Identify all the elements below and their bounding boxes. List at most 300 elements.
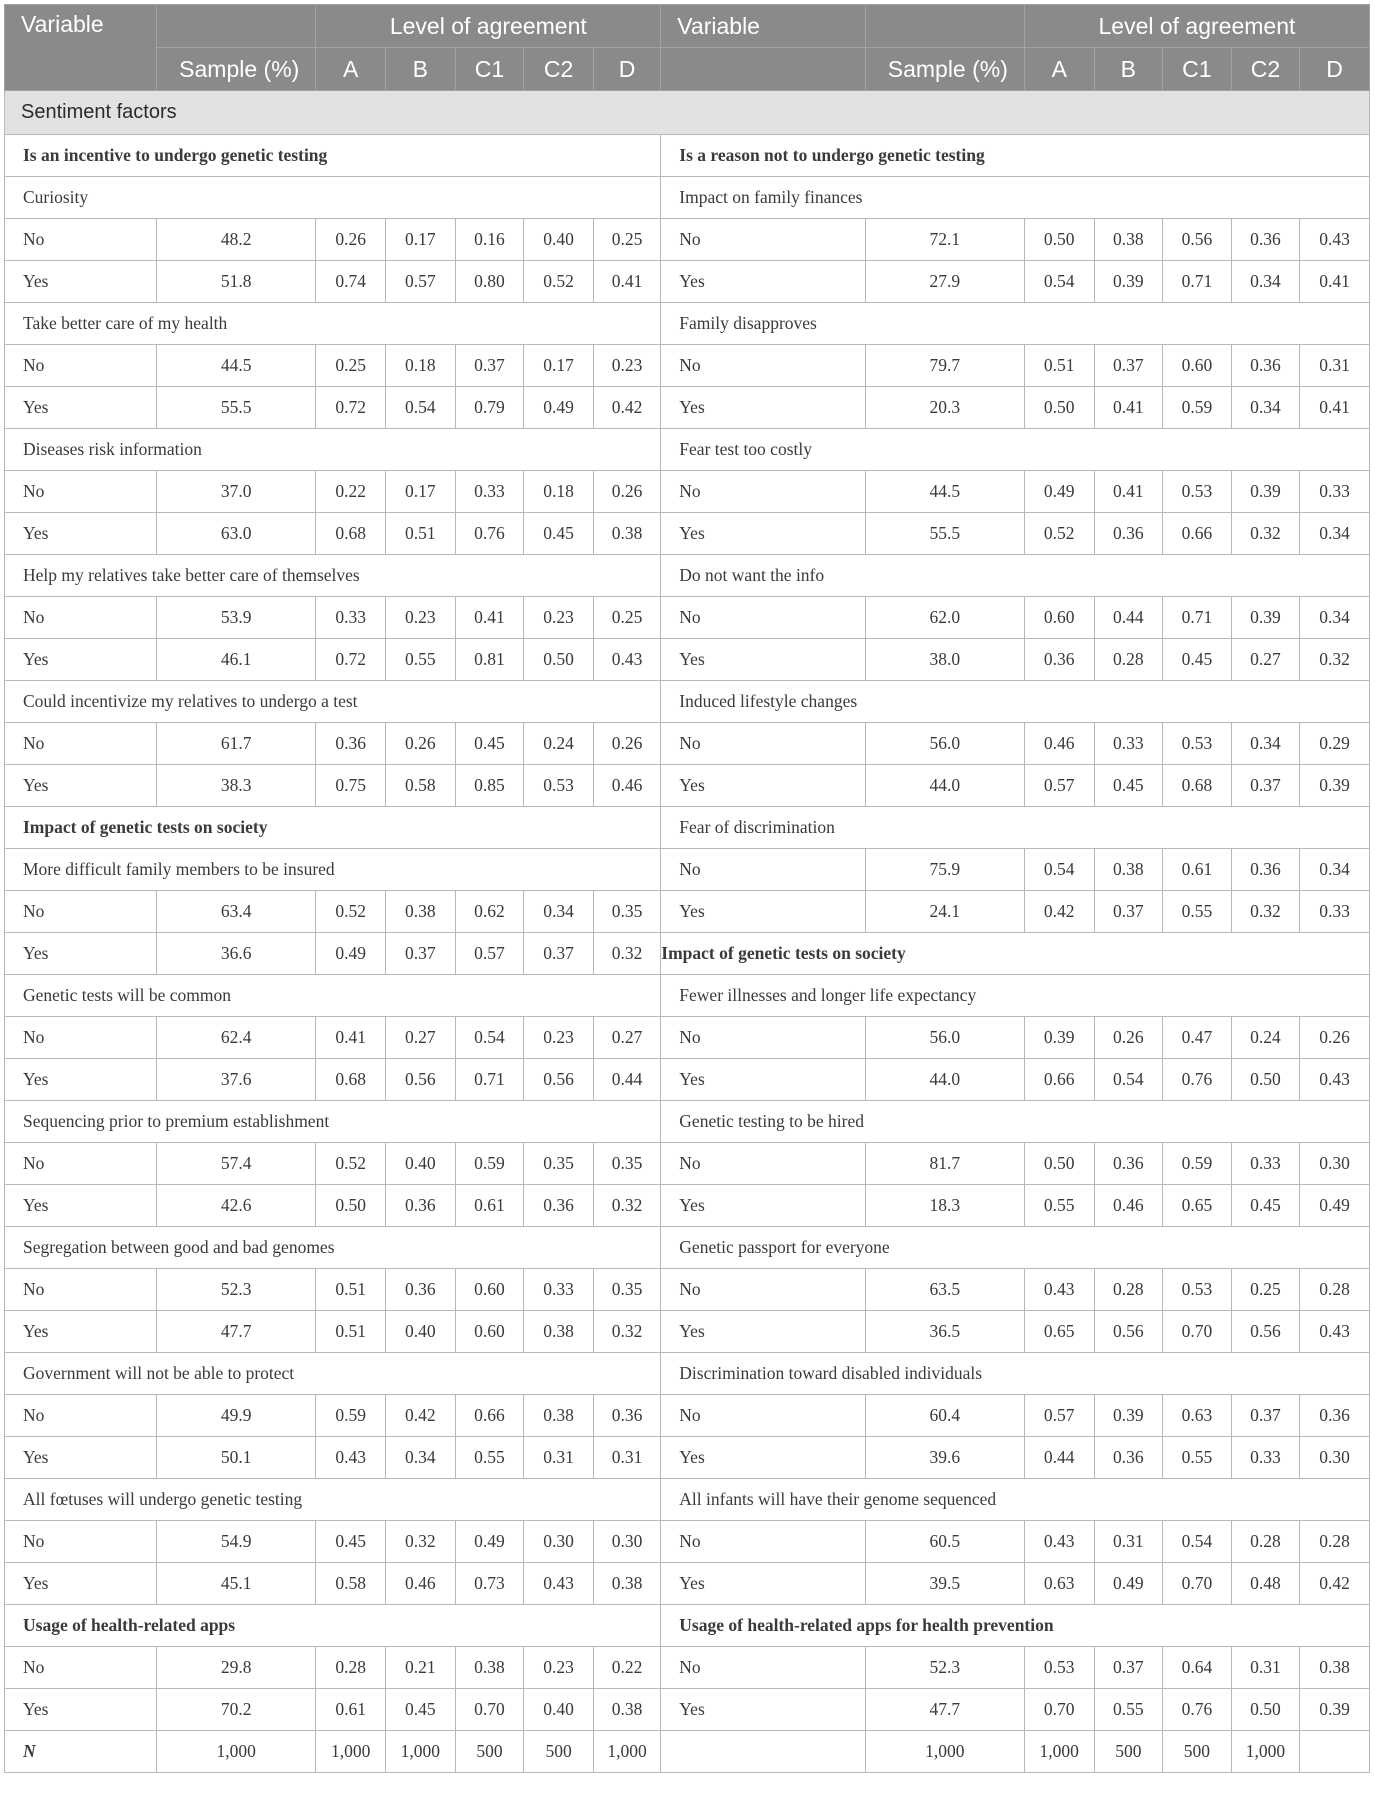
right-row-label: No <box>661 219 865 261</box>
left-sample-value: 48.2 <box>157 219 316 261</box>
table-row <box>5 1689 1370 1731</box>
right-value-b: 0.33 <box>1094 723 1163 765</box>
left-value-b: 0.38 <box>386 891 456 933</box>
left-value-c1: 0.16 <box>455 219 524 261</box>
right-value-c1: 0.68 <box>1163 765 1232 807</box>
left-sample-value: 44.5 <box>157 345 316 387</box>
left-value-d: 0.35 <box>593 1143 660 1185</box>
right-value-a: 0.66 <box>1024 1059 1094 1101</box>
header-row-2 <box>5 48 1370 91</box>
header-col-a-left: A <box>316 48 386 91</box>
right-value-a: 0.60 <box>1024 597 1094 639</box>
right-value-c2: 0.33 <box>1231 1437 1300 1479</box>
left-value-b: 0.17 <box>386 471 456 513</box>
right-value-b: 0.36 <box>1094 1143 1163 1185</box>
header-blank-right-2 <box>661 48 865 91</box>
table-row <box>5 639 1370 681</box>
left-value-d: 0.27 <box>593 1017 660 1059</box>
left-group-label: Government will not be able to protect <box>5 1353 661 1395</box>
table-row <box>5 891 1370 933</box>
left-value-b: 0.40 <box>386 1311 456 1353</box>
right-value-d: 0.33 <box>1300 471 1370 513</box>
left-value-d: 0.46 <box>593 765 660 807</box>
right-row-label: Yes <box>661 639 865 681</box>
right-row-label: Yes <box>661 1437 865 1479</box>
header-sample-right: Sample (%) <box>865 48 1024 91</box>
right-value-c1: 0.64 <box>1163 1647 1232 1689</box>
left-value-c1: 0.80 <box>455 261 524 303</box>
right-group-label: Fear of discrimination <box>661 807 1370 849</box>
right-value-c1: 0.59 <box>1163 387 1232 429</box>
total-row <box>5 1731 1370 1773</box>
left-value-d: 0.42 <box>593 387 660 429</box>
right-value-b: 0.39 <box>1094 261 1163 303</box>
right-sample-value: 47.7 <box>865 1689 1024 1731</box>
left-value-b: 0.45 <box>386 1689 456 1731</box>
left-value-c1: 0.33 <box>455 471 524 513</box>
right-value-b: 0.46 <box>1094 1185 1163 1227</box>
left-value-c2: 0.45 <box>524 513 594 555</box>
left-value-c2: 0.56 <box>524 1059 594 1101</box>
left-value-c2: 0.31 <box>524 1437 594 1479</box>
right-sample-value: 24.1 <box>865 891 1024 933</box>
left-value-d: 0.35 <box>593 891 660 933</box>
left-row-label: No <box>5 219 157 261</box>
right-sample-value: 44.0 <box>865 765 1024 807</box>
right-row-label: No <box>661 345 865 387</box>
table-row <box>5 1185 1370 1227</box>
right-group-label: Do not want the info <box>661 555 1370 597</box>
left-value-c2: 0.30 <box>524 1521 594 1563</box>
right-value-c2: 0.36 <box>1231 219 1300 261</box>
right-row-label: No <box>661 1017 865 1059</box>
right-value-b: 0.26 <box>1094 1017 1163 1059</box>
left-sample-value: 57.4 <box>157 1143 316 1185</box>
left-value-c1: 0.61 <box>455 1185 524 1227</box>
right-value-b: 0.41 <box>1094 471 1163 513</box>
left-value-a: 0.33 <box>316 597 386 639</box>
left-value-b: 0.42 <box>386 1395 456 1437</box>
left-sample-value: 42.6 <box>157 1185 316 1227</box>
right-value-c1: 0.53 <box>1163 471 1232 513</box>
right-value-d: 0.39 <box>1300 1689 1370 1731</box>
header-level-right: Level of agreement <box>1024 5 1369 48</box>
right-value-a: 0.55 <box>1024 1185 1094 1227</box>
right-row-label: No <box>661 1395 865 1437</box>
left-value-a: 0.58 <box>316 1563 386 1605</box>
header-sample-left: Sample (%) <box>157 48 316 91</box>
right-value-b: 0.31 <box>1094 1521 1163 1563</box>
right-row-label: Yes <box>661 261 865 303</box>
mixed-row <box>5 933 1370 975</box>
right-row-label: No <box>661 1521 865 1563</box>
right-group-label: Fewer illnesses and longer life expectancy <box>661 975 1370 1017</box>
table-row <box>5 513 1370 555</box>
left-value-c2: 0.40 <box>524 1689 594 1731</box>
right-value-c2: 0.32 <box>1231 513 1300 555</box>
right-value-b: 0.38 <box>1094 849 1163 891</box>
right-value-c1: 0.59 <box>1163 1143 1232 1185</box>
left-row-label: Yes <box>5 933 157 975</box>
right-value-d: 0.30 <box>1300 1143 1370 1185</box>
header-col-c2-right: C2 <box>1231 48 1300 91</box>
header-variable-right: Variable <box>661 5 865 48</box>
left-group-label: Curiosity <box>5 177 661 219</box>
left-value-c1: 0.71 <box>455 1059 524 1101</box>
left-value-c2: 0.53 <box>524 765 594 807</box>
right-value-c1: 0.56 <box>1163 219 1232 261</box>
left-value-c2: 0.52 <box>524 261 594 303</box>
left-row-label: No <box>5 597 157 639</box>
left-value-c2: 0.38 <box>524 1395 594 1437</box>
left-value-a: 0.52 <box>316 1143 386 1185</box>
table-row <box>5 1647 1370 1689</box>
left-group-label: Genetic tests will be common <box>5 975 661 1017</box>
left-value-c1: 0.60 <box>455 1311 524 1353</box>
right-row-label: No <box>661 723 865 765</box>
right-sample-value: 56.0 <box>865 723 1024 765</box>
right-sample-value: 39.6 <box>865 1437 1024 1479</box>
right-value-c1: 0.61 <box>1163 849 1232 891</box>
left-value-c1: 0.37 <box>455 345 524 387</box>
left-sample-value: 37.0 <box>157 471 316 513</box>
right-value-c1: 0.55 <box>1163 891 1232 933</box>
left-row-label: No <box>5 1395 157 1437</box>
right-value-a: 0.39 <box>1024 1017 1094 1059</box>
left-value-c1: 0.55 <box>455 1437 524 1479</box>
left-value-c1: 0.62 <box>455 891 524 933</box>
right-value-a: 0.50 <box>1024 219 1094 261</box>
left-row-label: No <box>5 1521 157 1563</box>
left-value-c1: 0.57 <box>455 933 524 975</box>
right-sample-value: 36.5 <box>865 1311 1024 1353</box>
right-value-d: 0.29 <box>1300 723 1370 765</box>
right-row-label: No <box>661 471 865 513</box>
table-row <box>5 387 1370 429</box>
left-value-a: 0.72 <box>316 639 386 681</box>
left-row-label: No <box>5 1143 157 1185</box>
left-value-b: 0.58 <box>386 765 456 807</box>
left-sample-value: 1,000 <box>157 1731 316 1773</box>
table-row <box>5 1311 1370 1353</box>
left-row-label: Yes <box>5 639 157 681</box>
table-body <box>5 91 1370 1773</box>
right-sample-value: 44.0 <box>865 1059 1024 1101</box>
right-value-d: 0.33 <box>1300 891 1370 933</box>
group-row <box>5 429 1370 471</box>
left-value-c2: 0.23 <box>524 1017 594 1059</box>
right-value-b: 0.37 <box>1094 891 1163 933</box>
right-value-b: 0.39 <box>1094 1395 1163 1437</box>
right-value-c2: 0.36 <box>1231 849 1300 891</box>
group-row <box>5 1101 1370 1143</box>
right-value-c2: 0.45 <box>1231 1185 1300 1227</box>
left-value-a: 0.68 <box>316 513 386 555</box>
right-value-a: 0.70 <box>1024 1689 1094 1731</box>
header-variable-left: Variable <box>5 5 157 91</box>
left-row-label: No <box>5 1647 157 1689</box>
results-table <box>4 4 1370 1773</box>
left-value-c2: 0.43 <box>524 1563 594 1605</box>
right-sample-value: 79.7 <box>865 345 1024 387</box>
left-sample-value: 62.4 <box>157 1017 316 1059</box>
right-value-c2: 0.34 <box>1231 261 1300 303</box>
left-value-b: 0.40 <box>386 1143 456 1185</box>
right-value-c2: 0.50 <box>1231 1689 1300 1731</box>
right-value-a: 0.44 <box>1024 1437 1094 1479</box>
right-group-label: Induced lifestyle changes <box>661 681 1370 723</box>
table-row <box>5 345 1370 387</box>
right-value-c2: 0.34 <box>1231 387 1300 429</box>
left-value-d: 0.32 <box>593 1185 660 1227</box>
header-col-c2-left: C2 <box>524 48 594 91</box>
left-sample-value: 45.1 <box>157 1563 316 1605</box>
group-row <box>5 135 1370 177</box>
right-value-c2: 0.36 <box>1231 345 1300 387</box>
right-value-c2: 0.28 <box>1231 1521 1300 1563</box>
table-row <box>5 471 1370 513</box>
right-value-d: 0.43 <box>1300 219 1370 261</box>
left-row-label: No <box>5 1017 157 1059</box>
header-col-c1-left: C1 <box>455 48 524 91</box>
header-col-d-left: D <box>593 48 660 91</box>
left-value-c2: 0.24 <box>524 723 594 765</box>
left-value-a: 0.72 <box>316 387 386 429</box>
right-sample-value: 1,000 <box>865 1731 1024 1773</box>
left-value-b: 0.26 <box>386 723 456 765</box>
right-sample-value: 39.5 <box>865 1563 1024 1605</box>
table-row <box>5 1059 1370 1101</box>
left-value-b: 0.27 <box>386 1017 456 1059</box>
table-row <box>5 1017 1370 1059</box>
right-sample-value: 60.4 <box>865 1395 1024 1437</box>
left-value-d: 0.35 <box>593 1269 660 1311</box>
right-value-d: 0.28 <box>1300 1521 1370 1563</box>
left-sample-value: 54.9 <box>157 1521 316 1563</box>
left-value-d: 0.23 <box>593 345 660 387</box>
left-value-a: 0.45 <box>316 1521 386 1563</box>
right-row-label: Yes <box>661 1563 865 1605</box>
left-value-c1: 0.66 <box>455 1395 524 1437</box>
left-value-a: 0.52 <box>316 891 386 933</box>
left-row-label: No <box>5 345 157 387</box>
right-row-label <box>661 1731 865 1773</box>
right-value-c2: 0.39 <box>1231 597 1300 639</box>
left-value-c1: 0.73 <box>455 1563 524 1605</box>
left-value-d: 0.26 <box>593 723 660 765</box>
left-value-a: 0.28 <box>316 1647 386 1689</box>
left-value-d: 0.43 <box>593 639 660 681</box>
left-group-label: Could incentivize my relatives to undergo a test <box>5 681 661 723</box>
right-value-a: 0.50 <box>1024 387 1094 429</box>
left-row-label: Yes <box>5 1311 157 1353</box>
group-row <box>5 1227 1370 1269</box>
left-value-a: 0.50 <box>316 1185 386 1227</box>
left-value-c2: 0.34 <box>524 891 594 933</box>
right-row-label: No <box>661 1143 865 1185</box>
left-value-c1: 0.59 <box>455 1143 524 1185</box>
header-row-1 <box>5 5 1370 48</box>
left-sample-value: 38.3 <box>157 765 316 807</box>
right-value-c1: 0.70 <box>1163 1311 1232 1353</box>
right-group-label: Usage of health-related apps for health prevention <box>661 1605 1370 1647</box>
left-value-b: 0.46 <box>386 1563 456 1605</box>
left-sample-value: 61.7 <box>157 723 316 765</box>
left-value-a: 0.61 <box>316 1689 386 1731</box>
right-value-c1: 0.54 <box>1163 1521 1232 1563</box>
right-value-c2: 0.37 <box>1231 765 1300 807</box>
left-value-a: 1,000 <box>316 1731 386 1773</box>
right-sample-value: 75.9 <box>865 849 1024 891</box>
table-row <box>5 219 1370 261</box>
table-row <box>5 723 1370 765</box>
left-row-label: No <box>5 723 157 765</box>
table-row <box>5 765 1370 807</box>
right-group-label: Family disapproves <box>661 303 1370 345</box>
left-row-label: Yes <box>5 1563 157 1605</box>
right-group-label: Impact on family finances <box>661 177 1370 219</box>
right-value-a: 1,000 <box>1024 1731 1094 1773</box>
left-row-label: Yes <box>5 513 157 555</box>
right-value-d: 0.36 <box>1300 1395 1370 1437</box>
right-value-d: 0.49 <box>1300 1185 1370 1227</box>
right-value-c2: 0.25 <box>1231 1269 1300 1311</box>
right-value-a: 0.65 <box>1024 1311 1094 1353</box>
header-col-a-right: A <box>1024 48 1094 91</box>
right-value-b: 0.36 <box>1094 1437 1163 1479</box>
right-value-d: 0.43 <box>1300 1311 1370 1353</box>
right-value-b: 0.36 <box>1094 513 1163 555</box>
right-sample-value: 60.5 <box>865 1521 1024 1563</box>
left-value-a: 0.26 <box>316 219 386 261</box>
right-value-c1: 0.71 <box>1163 261 1232 303</box>
group-row <box>5 1479 1370 1521</box>
right-row-label: Yes <box>661 891 865 933</box>
right-group-label: Is a reason not to undergo genetic testing <box>661 135 1370 177</box>
left-value-b: 1,000 <box>386 1731 456 1773</box>
table-row <box>5 1395 1370 1437</box>
right-group-label: Genetic testing to be hired <box>661 1101 1370 1143</box>
right-value-c1: 500 <box>1163 1731 1232 1773</box>
right-value-a: 0.50 <box>1024 1143 1094 1185</box>
right-value-d: 0.34 <box>1300 597 1370 639</box>
right-group-label: All infants will have their genome sequenced <box>661 1479 1370 1521</box>
right-value-c2: 0.32 <box>1231 891 1300 933</box>
left-row-label: Yes <box>5 1689 157 1731</box>
right-value-b: 0.45 <box>1094 765 1163 807</box>
right-value-a: 0.52 <box>1024 513 1094 555</box>
left-value-c2: 0.35 <box>524 1143 594 1185</box>
left-row-label: N <box>5 1731 157 1773</box>
left-value-c1: 0.54 <box>455 1017 524 1059</box>
left-value-b: 0.17 <box>386 219 456 261</box>
left-value-a: 0.25 <box>316 345 386 387</box>
left-value-c2: 0.36 <box>524 1185 594 1227</box>
right-value-a: 0.46 <box>1024 723 1094 765</box>
right-sample-value: 27.9 <box>865 261 1024 303</box>
header-col-b-right: B <box>1094 48 1163 91</box>
right-value-c2: 0.56 <box>1231 1311 1300 1353</box>
right-value-a: 0.57 <box>1024 765 1094 807</box>
left-row-label: No <box>5 471 157 513</box>
right-value-c2: 0.33 <box>1231 1143 1300 1185</box>
left-group-label: Diseases risk information <box>5 429 661 471</box>
right-value-d: 0.26 <box>1300 1017 1370 1059</box>
right-value-c1: 0.53 <box>1163 723 1232 765</box>
right-row-label: No <box>661 849 865 891</box>
right-value-b: 0.28 <box>1094 639 1163 681</box>
left-group-label: Take better care of my health <box>5 303 661 345</box>
left-value-d: 0.38 <box>593 513 660 555</box>
right-value-a: 0.36 <box>1024 639 1094 681</box>
left-value-b: 0.37 <box>386 933 456 975</box>
table-row <box>5 1269 1370 1311</box>
right-sample-value: 38.0 <box>865 639 1024 681</box>
left-value-a: 0.68 <box>316 1059 386 1101</box>
left-sample-value: 70.2 <box>157 1689 316 1731</box>
left-value-d: 0.36 <box>593 1395 660 1437</box>
left-group-label: Segregation between good and bad genomes <box>5 1227 661 1269</box>
left-value-d: 0.25 <box>593 219 660 261</box>
right-value-c2: 1,000 <box>1231 1731 1300 1773</box>
left-row-label: No <box>5 891 157 933</box>
left-row-label: Yes <box>5 1059 157 1101</box>
left-sample-value: 63.0 <box>157 513 316 555</box>
left-value-c1: 0.79 <box>455 387 524 429</box>
left-sample-value: 36.6 <box>157 933 316 975</box>
left-value-a: 0.59 <box>316 1395 386 1437</box>
left-row-label: Yes <box>5 765 157 807</box>
left-group-label: More difficult family members to be insured <box>5 849 661 891</box>
left-value-a: 0.22 <box>316 471 386 513</box>
left-row-label: Yes <box>5 261 157 303</box>
right-value-a: 0.43 <box>1024 1269 1094 1311</box>
right-value-d: 0.31 <box>1300 345 1370 387</box>
right-value-a: 0.42 <box>1024 891 1094 933</box>
left-sample-value: 37.6 <box>157 1059 316 1101</box>
left-value-a: 0.51 <box>316 1269 386 1311</box>
left-value-c1: 500 <box>455 1731 524 1773</box>
left-group-label: Sequencing prior to premium establishment <box>5 1101 661 1143</box>
group-row <box>5 1353 1370 1395</box>
right-value-d: 0.30 <box>1300 1437 1370 1479</box>
left-value-a: 0.74 <box>316 261 386 303</box>
group-row <box>5 555 1370 597</box>
group-row <box>5 303 1370 345</box>
right-row-label: Yes <box>661 1311 865 1353</box>
left-value-d: 0.41 <box>593 261 660 303</box>
right-group-label: Fear test too costly <box>661 429 1370 471</box>
right-sample-value: 44.5 <box>865 471 1024 513</box>
left-value-c2: 0.50 <box>524 639 594 681</box>
group-row <box>5 1605 1370 1647</box>
left-value-a: 0.36 <box>316 723 386 765</box>
left-sample-value: 51.8 <box>157 261 316 303</box>
right-value-b: 0.38 <box>1094 219 1163 261</box>
right-group-label: Genetic passport for everyone <box>661 1227 1370 1269</box>
right-value-d: 0.28 <box>1300 1269 1370 1311</box>
right-value-d: 0.32 <box>1300 639 1370 681</box>
left-row-label: Yes <box>5 1437 157 1479</box>
right-value-c2: 0.39 <box>1231 471 1300 513</box>
table-row <box>5 1563 1370 1605</box>
table-header <box>5 5 1370 91</box>
right-group-label: Impact of genetic tests on society <box>661 933 1370 975</box>
right-value-c1: 0.55 <box>1163 1437 1232 1479</box>
right-value-c1: 0.47 <box>1163 1017 1232 1059</box>
right-row-label: Yes <box>661 1059 865 1101</box>
left-sample-value: 53.9 <box>157 597 316 639</box>
